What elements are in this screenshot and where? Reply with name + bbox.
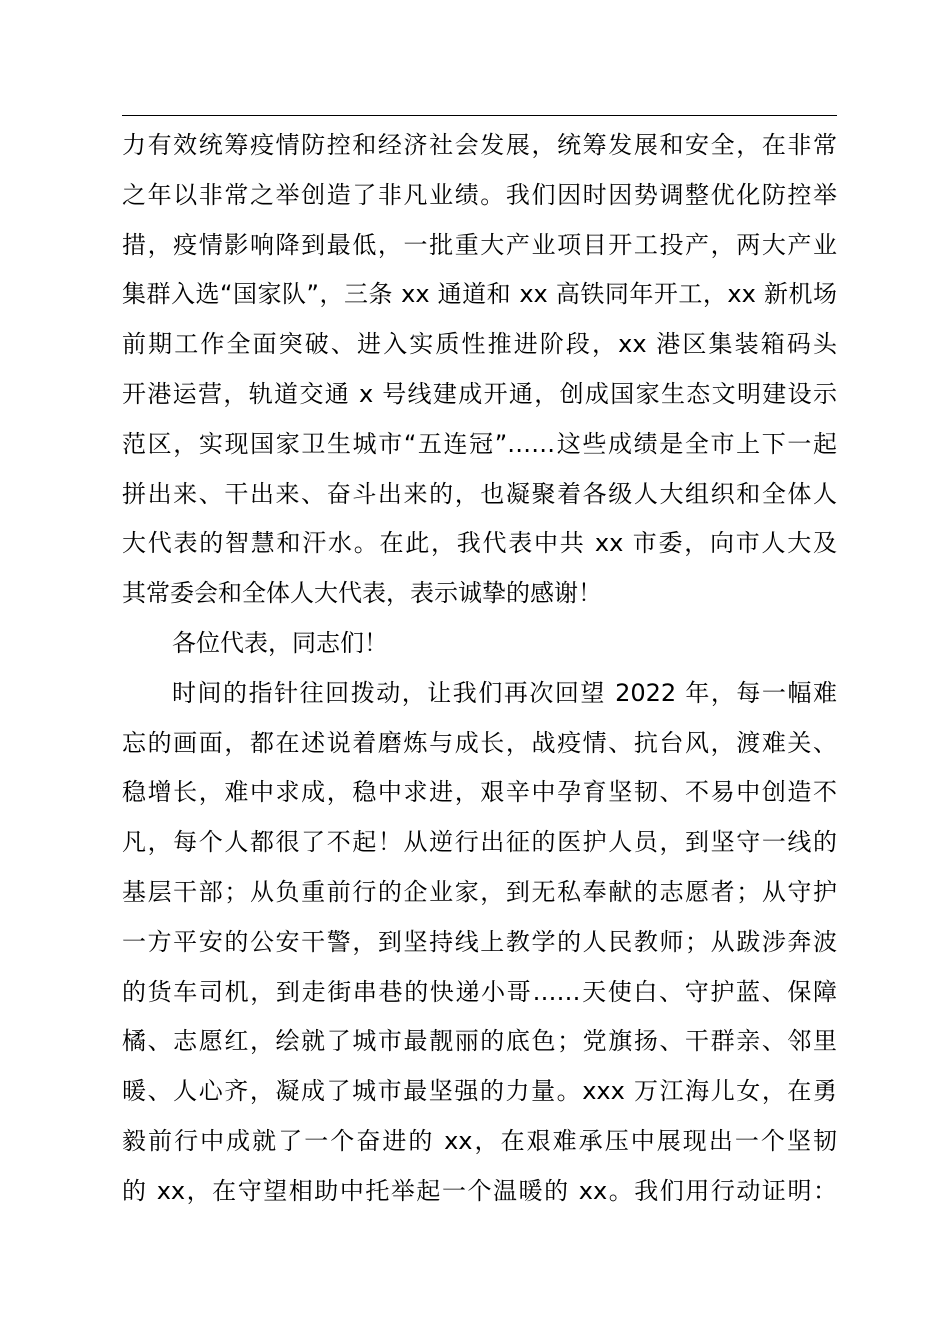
text-line: 范区，实现国家卫生城市“五连冠”……这些成绩是全市上下一起 (122, 429, 837, 458)
text-line: 橘、志愿红，绘就了城市最靓丽的底色；党旗扬、干群亲、邻里 (122, 1027, 837, 1056)
text-line: 集群入选“国家队”，三条 xx 通道和 xx 高铁同年开工，xx 新机场 (122, 280, 837, 309)
text-line: 前期工作全面突破、进入实质性推进阶段，xx 港区集装箱码头 (122, 330, 837, 359)
text-line: 暖、人心齐，凝成了城市最坚强的力量。xxx 万江海儿女，在勇 (122, 1077, 837, 1106)
text-line: 凡，每个人都很了不起！从逆行出征的医护人员，到坚守一线的 (122, 828, 837, 857)
text-line: 力有效统筹疫情防控和经济社会发展，统筹发展和安全，在非常 (122, 131, 837, 159)
text-line: 稳增长，难中求成，稳中求进，艰辛中孕育坚韧、不易中创造不 (122, 778, 837, 807)
text-line: 之年以非常之举创造了非凡业绩。我们因时因势调整优化防控举 (122, 180, 837, 209)
text-line: 大代表的智慧和汗水。在此，我代表中共 xx 市委，向市人大及 (122, 529, 837, 558)
text-line: 其常委会和全体人大代表，表示诚挚的感谢！ (122, 579, 602, 608)
body-text (122, 121, 837, 1217)
text-line: 一方平安的公安干警，到坚持线上教学的人民教师；从跋涉奔波 (122, 927, 837, 956)
text-line: 开港运营，轨道交通 x 号线建成开通，创成国家生态文明建设示 (122, 379, 837, 408)
text-line: 各位代表，同志们！ (172, 628, 388, 657)
text-line: 基层干部；从负重前行的企业家，到无私奉献的志愿者；从守护 (122, 877, 837, 906)
text-line: 的 xx，在守望相助中托举起一个温暖的 xx。我们用行动证明： (122, 1176, 837, 1205)
text-line: 的货车司机，到走街串巷的快递小哥……天使白、守护蓝、保障 (122, 977, 837, 1006)
header-rule (122, 115, 837, 116)
text-line: 时间的指针往回拨动，让我们再次回望 2022 年，每一幅难 (172, 678, 837, 707)
text-line: 拼出来、干出来、奋斗出来的，也凝聚着各级人大组织和全体人 (122, 479, 837, 508)
text-line: 毅前行中成就了一个奋进的 xx，在艰难承压中展现出一个坚韧 (122, 1126, 837, 1155)
text-line: 忘的画面，都在述说着磨炼与成长，战疫情、抗台风，渡难关、 (122, 728, 837, 757)
text-line: 措，疫情影响降到最低，一批重大产业项目开工投产，两大产业 (122, 230, 837, 259)
